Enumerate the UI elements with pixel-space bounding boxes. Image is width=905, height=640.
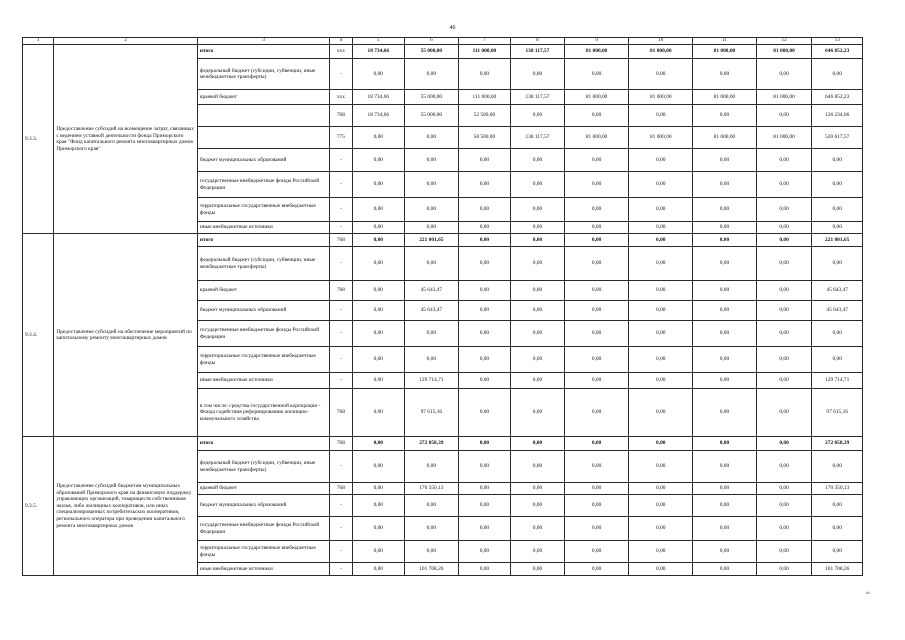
year-value: 0,00 [511,234,565,247]
year-value: 221 001,65 [405,234,459,247]
year-value: 0,00 [458,247,511,281]
year-value: 0,00 [458,347,511,373]
year-value: 0,00 [756,59,812,90]
year-value: 0,00 [352,149,405,172]
year-value: 0,00 [756,495,812,517]
year-value: 0,00 [352,373,405,389]
year-value: 0,00 [629,347,693,373]
year-value: 0,00 [405,198,459,222]
year-value: 0,00 [564,247,629,281]
year-value: 0,00 [693,437,757,451]
total-value: 45 643,47 [812,281,863,301]
year-value: 0,00 [564,59,629,90]
year-value: 55 000,00 [405,90,459,105]
year-value: 0,00 [756,149,812,172]
year-value: 0,00 [511,59,565,90]
year-value: 0,00 [458,563,511,576]
year-value: 18 734,66 [352,45,405,59]
funding-source: территориальные государственные внебюджетные фонды [197,347,329,373]
total-value: 170 350,13 [812,483,863,495]
funding-source: территориальные государственные внебюджетные фонды [197,198,329,222]
year-value: 0,00 [458,437,511,451]
year-value: 138 117,57 [511,90,565,105]
item-name: Предоставление субсидий на обеспечение мероприятий по капитальному ремонту многоквартирных домов [54,234,198,437]
column-number: 8 [511,38,565,45]
year-value: 81 000,00 [564,90,629,105]
year-value: 0,00 [693,541,757,563]
year-value: 0,00 [405,451,459,483]
year-value: 0,00 [352,234,405,247]
column-number: 7 [458,38,511,45]
column-number: 11 [693,38,757,45]
funding-source: государственные внебюджетные фонды Российской Федерации [197,517,329,541]
year-value: 0,00 [693,247,757,281]
year-value: 0,00 [756,389,812,437]
year-value: 0,00 [458,234,511,247]
year-value: 81 000,00 [756,127,812,149]
year-value: 0,00 [352,541,405,563]
total-value: 0,00 [812,247,863,281]
year-value: 0,00 [564,234,629,247]
budget-code: - [330,172,352,198]
year-value: 272 058,39 [405,437,459,451]
year-value: 0,00 [756,301,812,321]
budget-code: ххх [330,90,352,105]
total-value: 129 714,71 [812,373,863,389]
year-value: 0,00 [756,105,812,127]
year-value: 81 000,00 [756,90,812,105]
year-value: 0,00 [458,451,511,483]
funding-source [197,127,329,149]
budget-code: - [330,198,352,222]
year-value: 0,00 [629,483,693,495]
year-value: 0,00 [458,389,511,437]
year-value: 0,00 [756,172,812,198]
year-value: 81 000,00 [693,45,757,59]
year-value: 0,00 [693,517,757,541]
year-value: 0,00 [511,389,565,437]
year-value: 0,00 [629,301,693,321]
funding-source: федеральный бюджет (субсидии, субвенции, иные межбюджетные трансферты) [197,451,329,483]
year-value: 0,00 [693,373,757,389]
total-value: 0,00 [812,222,863,234]
year-value: 0,00 [693,347,757,373]
year-value: 0,00 [693,59,757,90]
year-value: 0,00 [511,483,565,495]
budget-code: 768 [330,483,352,495]
budget-code: 768 [330,234,352,247]
year-value: 0,00 [693,149,757,172]
year-value: 0,00 [352,389,405,437]
funding-source: итого [197,437,329,451]
column-number: 6 [405,38,459,45]
year-value: 0,00 [458,483,511,495]
table-row [23,437,863,451]
year-value: 0,00 [693,281,757,301]
budget-code: - [330,517,352,541]
budget-code: - [330,347,352,373]
year-value: 0,00 [405,517,459,541]
column-number: 10 [629,38,693,45]
year-value: 0,00 [405,127,459,149]
year-value: 0,00 [693,234,757,247]
year-value: 0,00 [629,198,693,222]
funding-source: государственные внебюджетные фонды Российской Федерации [197,321,329,347]
year-value: 0,00 [511,149,565,172]
year-value: 0,00 [693,321,757,347]
year-value: 55 000,00 [405,105,459,127]
year-value: 0,00 [756,321,812,347]
year-value: 0,00 [352,198,405,222]
year-value: 138 117,57 [511,45,565,59]
year-value: 0,00 [564,483,629,495]
budget-code: - [330,149,352,172]
year-value: 0,00 [511,222,565,234]
funding-source: краевой бюджет [197,281,329,301]
year-value: 0,00 [564,389,629,437]
year-value: 0,00 [352,301,405,321]
page-number: 46 [449,25,456,31]
year-value: 0,00 [564,451,629,483]
item-index: 9.3.5. [23,437,54,576]
year-value: 0,00 [629,373,693,389]
year-value: 0,00 [564,347,629,373]
year-value: 0,00 [458,59,511,90]
year-value: 0,00 [458,541,511,563]
year-value: 0,00 [756,222,812,234]
year-value: 0,00 [756,451,812,483]
year-value: 0,00 [458,517,511,541]
year-value: 0,00 [405,495,459,517]
year-value: 0,00 [405,149,459,172]
year-value: 45 643,47 [405,281,459,301]
year-value: 0,00 [458,222,511,234]
year-value: 0,00 [629,149,693,172]
year-value: 0,00 [629,234,693,247]
year-value: 0,00 [564,301,629,321]
year-value: 81 000,00 [629,45,693,59]
year-value: 0,00 [458,149,511,172]
funding-source: краевой бюджет [197,90,329,105]
year-value: 0,00 [564,517,629,541]
year-value: 101 708,26 [405,563,459,576]
year-value: 81 000,00 [693,127,757,149]
column-number: 1 [23,38,54,45]
budget-code: - [330,301,352,321]
year-value: 0,00 [352,172,405,198]
budget-code: 768 [330,105,352,127]
year-value: 0,00 [352,247,405,281]
year-value: 0,00 [629,172,693,198]
total-value: 646 852,23 [812,90,863,105]
year-value: 0,00 [756,483,812,495]
funding-source: бюджет муниципальных образований [197,301,329,321]
year-value: 18 734,66 [352,105,405,127]
year-value: 0,00 [352,127,405,149]
funding-source: государственные внебюджетные фонды Российской Федерации [197,172,329,198]
funding-source [197,105,329,127]
budget-code: - [330,563,352,576]
year-value: 0,00 [564,222,629,234]
year-value: 81 000,00 [564,45,629,59]
year-value: 0,00 [511,373,565,389]
total-value: 0,00 [812,321,863,347]
total-value: 0,00 [812,541,863,563]
year-value: 0,00 [564,198,629,222]
year-value: 0,00 [564,321,629,347]
year-value: 0,00 [564,495,629,517]
year-value: 0,00 [511,563,565,576]
total-value: 0,00 [812,451,863,483]
year-value: 97 615,16 [405,389,459,437]
column-number: 2 [54,38,198,45]
budget-code: - [330,451,352,483]
year-value: 0,00 [756,517,812,541]
budget-code: - [330,222,352,234]
year-value: 0,00 [693,483,757,495]
column-number: 3 [197,38,329,45]
year-value: 0,00 [511,198,565,222]
total-value: 221 001,65 [812,234,863,247]
year-value: 0,00 [511,541,565,563]
total-value: 0,00 [812,517,863,541]
year-value: 0,00 [352,517,405,541]
year-value: 138 117,57 [511,127,565,149]
item-index: 9.3.3. [23,45,54,234]
year-value: 0,00 [511,105,565,127]
total-value: 45 643,47 [812,301,863,321]
year-value: 0,00 [352,451,405,483]
budget-code: - [330,247,352,281]
budget-code: 768 [330,281,352,301]
funding-source: федеральный бюджет (субсидии, субвенции, иные межбюджетные трансферты) [197,247,329,281]
year-value: 0,00 [511,495,565,517]
year-value: 0,00 [756,373,812,389]
budget-code: 768 [330,437,352,451]
budget-code: ххх [330,45,352,59]
year-value: 0,00 [352,59,405,90]
year-value: 0,00 [564,541,629,563]
budget-code: 775 [330,127,352,149]
year-value: 0,00 [405,222,459,234]
year-value: 0,00 [756,541,812,563]
funding-source: иные внебюджетные источники [197,222,329,234]
year-value: 0,00 [405,172,459,198]
year-value: 0,00 [458,495,511,517]
funding-source: иные внебюджетные источники [197,373,329,389]
year-value: 0,00 [693,105,757,127]
column-number: 13 [812,38,863,45]
total-value: 272 058,39 [812,437,863,451]
year-value: 0,00 [352,437,405,451]
year-value: 0,00 [458,321,511,347]
funding-source: федеральный бюджет (субсидии, субвенции, иные межбюджетные трансферты) [197,59,329,90]
total-value: 101 708,26 [812,563,863,576]
year-value: 0,00 [511,517,565,541]
year-value: 0,00 [511,347,565,373]
table-row [23,45,863,59]
funding-source: иные внебюджетные источники [197,563,329,576]
year-value: 0,00 [629,437,693,451]
item-name: Предоставление субсидий бюджетам муниципальных образований Приморского края на финансовую поддержку управляющих организаций, товариществ собственников жилья, либо жилищных кооперативов, или иных специализированных потребительских кооперативов, регионального оператора при проведении капитального ремонта многоквартирных домов [54,437,198,576]
budget-code: - [330,495,352,517]
table-body [23,38,863,576]
year-value: 0,00 [458,198,511,222]
year-value: 0,00 [511,451,565,483]
year-value: 0,00 [756,234,812,247]
year-value: 0,00 [629,247,693,281]
total-value: 0,00 [812,495,863,517]
year-value: 0,00 [458,172,511,198]
total-value: 0,00 [812,172,863,198]
funding-source: бюджет муниципальных образований [197,149,329,172]
budget-code: - [330,59,352,90]
year-value: 0,00 [458,373,511,389]
total-value: 0,00 [812,149,863,172]
header-row [23,38,863,45]
year-value: 0,00 [511,301,565,321]
year-value: 0,00 [693,301,757,321]
year-value: 0,00 [756,563,812,576]
year-value: 0,00 [352,321,405,347]
year-value: 45 643,47 [405,301,459,321]
year-value: 129 714,71 [405,373,459,389]
budget-code: - [330,321,352,347]
year-value: 52 500,00 [458,105,511,127]
year-value: 111 000,00 [458,45,511,59]
year-value: 0,00 [756,347,812,373]
year-value: 0,00 [629,321,693,347]
year-value: 0,00 [405,541,459,563]
column-number: 5 [352,38,405,45]
year-value: 0,00 [693,495,757,517]
year-value: 0,00 [629,495,693,517]
funding-source: территориальные государственные внебюджетные фонды [197,541,329,563]
year-value: 0,00 [629,563,693,576]
budget-code: - [330,373,352,389]
year-value: 0,00 [756,247,812,281]
year-value: 0,00 [693,172,757,198]
year-value: 81 000,00 [564,127,629,149]
year-value: 0,00 [511,321,565,347]
item-name: Предоставление субсидий на возмещение затрат, связанных с ведением уставной деятельности фонда Приморского края "Фонд капитального ремонта многоквартирных домов Приморского края" [54,45,198,234]
total-value: 0,00 [812,59,863,90]
year-value: 0,00 [693,198,757,222]
column-number: 9 [564,38,629,45]
year-value: 0,00 [629,59,693,90]
total-value: 520 617,57 [812,127,863,149]
item-index: 9.3.4. [23,234,54,437]
column-number: 4 [330,38,352,45]
year-value: 55 000,00 [405,45,459,59]
funding-source: бюджет муниципальных образований [197,495,329,517]
year-value: 81 000,00 [756,45,812,59]
year-value: 0,00 [405,59,459,90]
year-value: 0,00 [756,281,812,301]
funding-source: в том числе: средства государственной корпорации - Фонда содействия реформированию жилищно-коммунального хозяйства [197,389,329,437]
funding-source: краевой бюджет [197,483,329,495]
year-value: 0,00 [511,172,565,198]
year-value: 58 500,00 [458,127,511,149]
year-value: 0,00 [756,198,812,222]
total-value: 646 852,23 [812,45,863,59]
year-value: 0,00 [564,105,629,127]
year-value: 0,00 [629,451,693,483]
total-value: 0,00 [812,347,863,373]
funding-source: итого [197,45,329,59]
year-value: 0,00 [352,563,405,576]
year-value: 0,00 [458,281,511,301]
year-value: 0,00 [352,347,405,373]
year-value: 0,00 [564,149,629,172]
year-value: 111 000,00 [458,90,511,105]
year-value: 0,00 [693,222,757,234]
year-value: 0,00 [352,222,405,234]
year-value: 0,00 [629,105,693,127]
year-value: 0,00 [352,281,405,301]
year-value: 0,00 [564,281,629,301]
year-value: 81 000,00 [693,90,757,105]
year-value: 0,00 [629,222,693,234]
year-value: 0,00 [511,247,565,281]
year-value: 170 350,13 [405,483,459,495]
year-value: 0,00 [693,563,757,576]
year-value: 81 000,00 [629,90,693,105]
year-value: 0,00 [693,389,757,437]
year-value: 0,00 [564,373,629,389]
year-value: 0,00 [693,451,757,483]
year-value: 0,00 [352,483,405,495]
budget-code: 768 [330,389,352,437]
year-value: 0,00 [756,437,812,451]
year-value: 18 734,66 [352,90,405,105]
year-value: 81 000,00 [629,127,693,149]
year-value: 0,00 [629,281,693,301]
year-value: 0,00 [629,389,693,437]
total-value: 126 234,66 [812,105,863,127]
year-value: 0,00 [405,347,459,373]
total-value: 97 615,16 [812,389,863,437]
year-value: 0,00 [564,437,629,451]
funding-source: итого [197,234,329,247]
year-value: 0,00 [458,301,511,321]
year-value: 0,00 [564,172,629,198]
budget-table [22,37,863,576]
year-value: 0,00 [511,281,565,301]
year-value: 0,00 [405,321,459,347]
year-value: 0,00 [564,563,629,576]
year-value: 0,00 [405,247,459,281]
year-value: 0,00 [629,517,693,541]
column-number: 12 [756,38,812,45]
year-value: 0,00 [629,541,693,563]
year-value: 0,00 [352,495,405,517]
closing-quote-mark: ». [866,590,871,596]
budget-code: - [330,541,352,563]
year-value: 0,00 [511,437,565,451]
table-row [23,234,863,247]
total-value: 0,00 [812,198,863,222]
